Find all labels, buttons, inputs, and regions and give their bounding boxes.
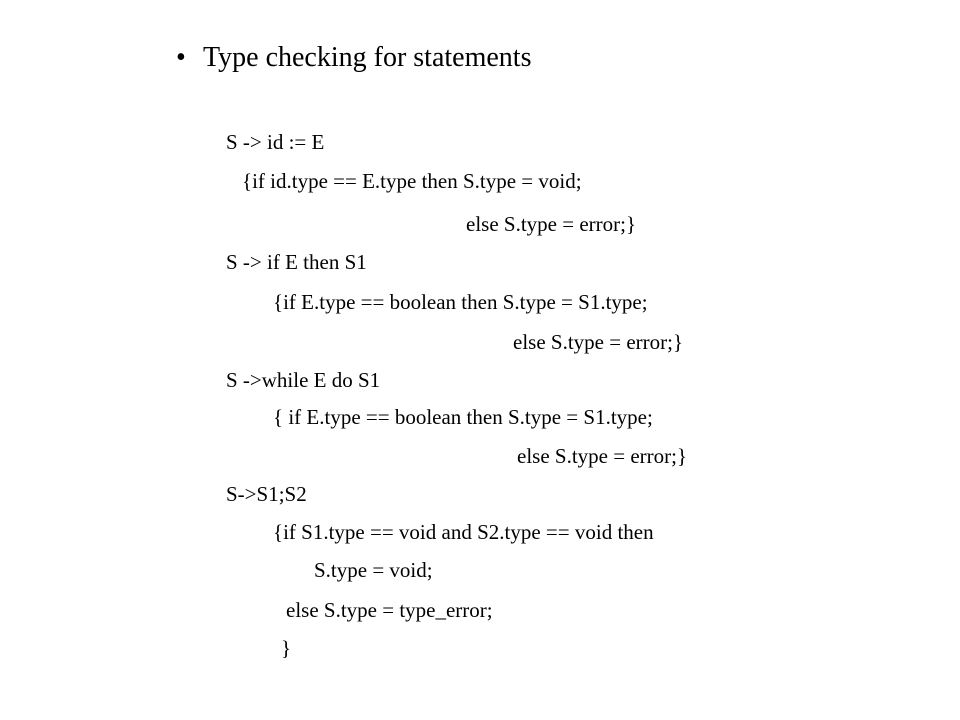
- code-line-closing-brace: }: [281, 636, 292, 660]
- code-line-seq-else: else S.type = type_error;: [286, 598, 493, 622]
- code-line-seq-production: S->S1;S2: [226, 482, 307, 506]
- code-line-while-else: else S.type = error;}: [517, 444, 688, 468]
- bullet-icon: •: [176, 42, 186, 73]
- slide-title-row: [176, 40, 531, 76]
- code-line-assign-rule: {if id.type == E.type then S.type = void;: [242, 169, 582, 193]
- code-line-if-production: S -> if E then S1: [226, 250, 367, 274]
- slide-title: Type checking for statements: [203, 42, 532, 73]
- code-line-if-rule: {if E.type == boolean then S.type = S1.type;: [273, 290, 648, 314]
- code-line-seq-rule: {if S1.type == void and S2.type == void then: [273, 520, 654, 544]
- code-line-seq-void: S.type = void;: [314, 558, 433, 582]
- code-line-assign-production: S -> id := E: [226, 130, 325, 154]
- code-line-if-else: else S.type = error;}: [513, 330, 684, 354]
- code-line-assign-else: else S.type = error;}: [466, 212, 637, 236]
- code-line-while-production: S ->while E do S1: [226, 368, 381, 392]
- code-line-while-rule: { if E.type == boolean then S.type = S1.type;: [273, 405, 653, 429]
